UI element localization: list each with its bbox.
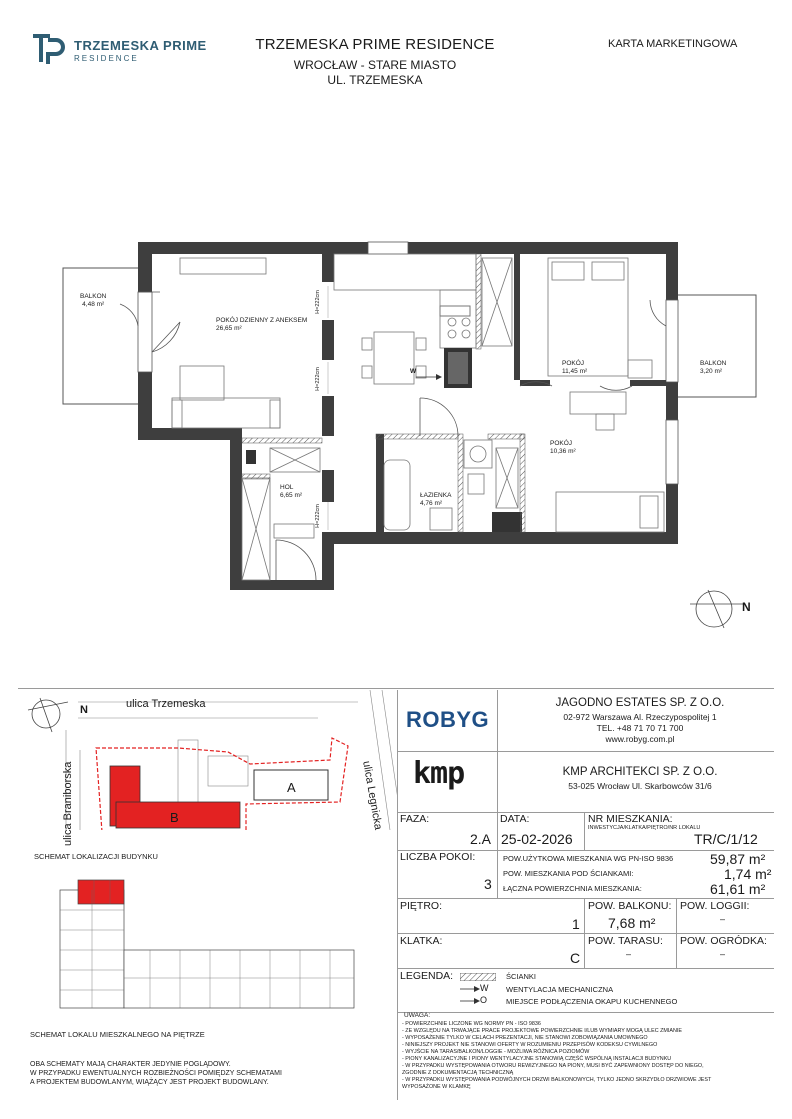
legenda-label: LEGENDA: <box>400 970 454 982</box>
robyg-logo: ROBYG <box>406 707 490 732</box>
data-value: 25-02-2026 <box>501 831 573 847</box>
note-line: - ZE WZGLĘDU NA TRWAJĄCE PRACE PROJEKTOWE POWIERZCHNIE I/LUB WYMIARY MOGĄ ULEC ZMIANIE <box>402 1028 682 1034</box>
nr-label: NR MIESZKANIA: <box>588 813 673 825</box>
notes-title: UWAGA: <box>404 1012 431 1019</box>
note-line: - NINIEJSZY PROJEKT NIE STANOWI OFERTY W ROZUMIENIU PRZEPISÓW KODEKSU CYWILNEGO <box>402 1042 658 1048</box>
faza-value: 2.A <box>470 831 492 847</box>
room-bedroom-1: POKÓJ 11,45 m² <box>562 360 588 375</box>
area3-label: ŁĄCZNA POWIERZCHNIA MIESZKANIA: <box>503 884 642 893</box>
street-right: ulica Legnicka <box>360 760 385 831</box>
balcony-left <box>63 268 139 404</box>
note-line: - PIONY KANALIZACYJNE I PIONY WENTYLACYJNE STANOWIĄ CZĘŚĆ WSPÓLNĄ INSTALACJI BUDYNKU <box>402 1056 672 1062</box>
disclaimer-1: OBA SCHEMATY MAJĄ CHARAKTER JEDYNIE POGLĄDOWY. <box>30 1061 231 1068</box>
room-balkon-right: BALKON 3,20 m² <box>700 360 727 375</box>
taras-value: – <box>626 949 632 959</box>
site-plan <box>18 690 398 830</box>
compass-icon <box>690 590 744 628</box>
note-line: - WYJŚCIE NA TARAS/BALKON/LOGGIE - MOŻLIWA RÓŻNICA POZIOMÓW <box>402 1049 590 1055</box>
compass-north-label: N <box>742 600 751 614</box>
taras-label: POW. TARASU: <box>588 935 663 947</box>
developer-name: JAGODNO ESTATES SP. Z O.O. <box>555 697 725 709</box>
room-living: POKÓJ DZIENNY Z ANEKSEM 26,65 m² <box>216 317 308 332</box>
note-line: WYPOSAŻONE W KLAMKĘ <box>402 1084 471 1090</box>
street-top: ulica Trzemeska <box>126 698 206 710</box>
furniture <box>172 254 664 580</box>
balcony-right <box>670 295 756 397</box>
klatka-label: KLATKA: <box>400 935 443 947</box>
note-line: - WYPOSAŻENIE TYLKO W CELACH PREZENTACJI, NIE STANOWI ZOBOWIĄZANIA UMOWNEGO <box>402 1035 648 1041</box>
header-street: UL. TRZEMESKA <box>327 73 423 87</box>
loggia-value: – <box>720 914 726 924</box>
building-a-label: A <box>287 780 296 795</box>
room-hall: HOL 6,65 m² <box>280 484 303 499</box>
ogrod-value: – <box>720 949 726 959</box>
building-b-label: B <box>170 810 179 825</box>
developer-address: 02-972 Warszawa Al. Rzeczypospolitej 1 <box>563 712 717 722</box>
area2-label: POW. MIESZKANIA POD ŚCIANKAMI: <box>503 869 634 878</box>
pietro-value: 1 <box>572 916 580 932</box>
outer-walls <box>138 242 678 590</box>
faza-label: FAZA: <box>400 813 430 825</box>
site-compass-icon <box>28 698 68 732</box>
vent-arrow-icon <box>460 986 480 992</box>
street-left: ulica Braniborska <box>62 761 74 846</box>
height-label-1: H=222cm <box>314 290 321 314</box>
developer-phone: TEL. +48 71 70 71 700 <box>596 723 684 733</box>
architect-address: 53-025 Wrocław Ul. Skarbowców 31/6 <box>568 781 712 791</box>
kmp-logo: kmp <box>413 756 465 791</box>
logo-subtitle: RESIDENCE <box>74 54 139 63</box>
area1-label: POW.UŻYTKOWA MIESZKANIA WG PN-ISO 9836 <box>503 854 674 863</box>
disclaimer-2: W PRZYPADKU EWENTUALNYCH ROZBIEŻNOŚCI POMIĘDZY SCHEMATAMI <box>30 1070 282 1077</box>
room-bedroom-2: POKÓJ 10,36 m² <box>550 440 576 455</box>
hood-arrow-icon <box>460 998 480 1004</box>
area3-value: 61,61 m² <box>710 881 766 897</box>
pokoje-label: LICZBA POKOI: <box>400 851 476 863</box>
loggia-label: POW. LOGGII: <box>680 900 750 912</box>
legend-vent-symbol: W <box>480 983 489 993</box>
pokoje-value: 3 <box>484 876 492 892</box>
note-line: ZGODNIE Z DOKUMENTACJĄ TECHNICZNĄ <box>402 1070 514 1076</box>
area1-value: 59,87 m² <box>710 851 766 867</box>
legend-walls: ŚCIANKI <box>506 972 537 981</box>
nr-sub: INWESTYCJA/KLATKA/PIĘTRO/NR LOKALU <box>588 825 701 831</box>
note-line: - W PRZYPADKU WYSTĘPOWANIA PODWÓJNYCH DRZWI BALKONOWYCH, TYLKO JEDNO SKRZYDŁO DRZWIOWE JEST <box>402 1077 712 1083</box>
room-bath: ŁAZIENKA 4,76 m² <box>420 492 452 507</box>
caption-location: SCHEMAT LOKALIZACJI BUDYNKU <box>34 852 158 861</box>
disclaimer-3: A PROJEKTEM BUDOWLANYM, WIĄŻĄCY JEST PROJEKT BUDOWLANY. <box>30 1079 269 1086</box>
room-balkon-left: BALKON 4,48 m² <box>80 293 107 308</box>
ogrod-label: POW. OGRÓDKA: <box>680 935 767 947</box>
floor-schematic <box>30 870 360 1010</box>
caption-floor: SCHEMAT LOKALU MIESZKALNEGO NA PIĘTRZE <box>30 1030 205 1039</box>
card-type: KARTA MARKETINGOWA <box>608 38 738 50</box>
header-location: WROCŁAW - STARE MIASTO <box>293 58 457 72</box>
site-compass-north: N <box>80 704 88 716</box>
height-label-2: H=222cm <box>314 367 321 391</box>
balkon-label: POW. BALKONU: <box>588 900 672 912</box>
legend-hood-symbol: O <box>480 995 488 1005</box>
logo-title: TRZEMESKA PRIME <box>74 38 207 53</box>
note-line: - W PRZYPADKU WYSTĘPOWANIA OTWORU REWIZYJNEGO NA PIONY, MUSI BYĆ ZAPEWNIONY DOSTĘP DO NIEGO, <box>402 1063 704 1069</box>
area2-value: 1,74 m² <box>724 866 772 882</box>
data-label: DATA: <box>500 813 530 825</box>
height-label-3: H=222cm <box>314 504 321 528</box>
pietro-label: PIĘTRO: <box>400 900 443 912</box>
balkon-value: 7,68 m² <box>608 915 656 931</box>
page-title: TRZEMESKA PRIME RESIDENCE <box>255 36 495 53</box>
developer-web: www.robyg.com.pl <box>605 734 675 744</box>
legend-hood: MIEJSCE PODŁĄCZENIA OKAPU KUCHENNEGO <box>506 997 678 1006</box>
vent-label: W <box>410 368 417 375</box>
hatch-legend-icon <box>460 973 496 981</box>
note-line: - POWIERZCHNIE LICZONE WG NORMY PN - ISO 9836 <box>402 1021 541 1027</box>
legend-vent: WENTYLACJA MECHANICZNA <box>506 985 614 994</box>
nr-value: TR/C/1/12 <box>694 831 758 847</box>
klatka-value: C <box>570 950 581 966</box>
architect-name: KMP ARCHITEKCI SP. Z O.O. <box>562 766 718 778</box>
